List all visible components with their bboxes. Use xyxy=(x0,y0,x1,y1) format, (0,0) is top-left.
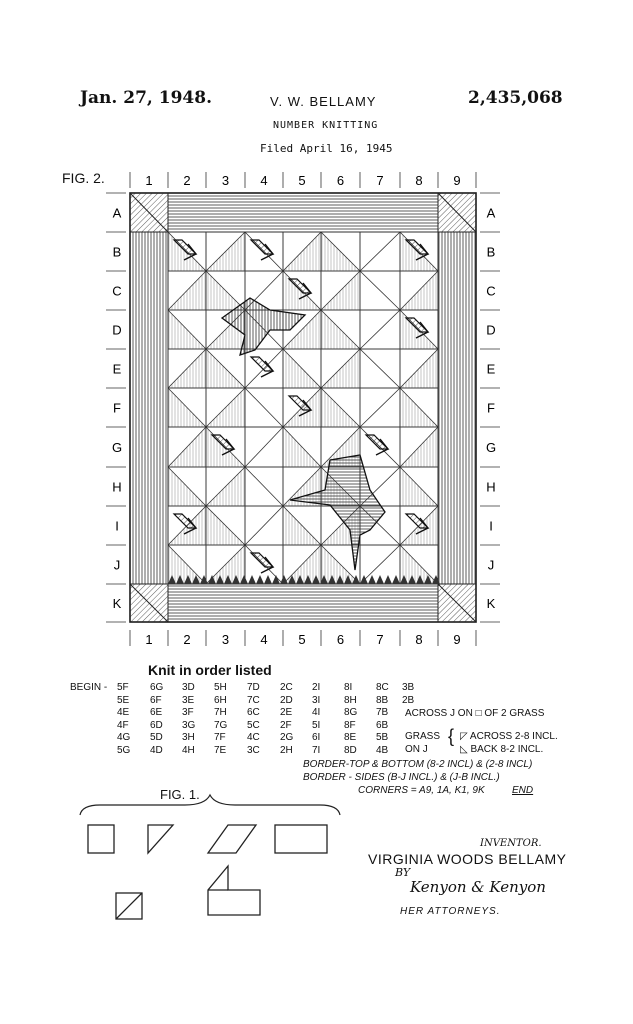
knit-step: 2H xyxy=(280,744,293,756)
knit-step: 7G xyxy=(214,719,228,731)
column-label-top: 3 xyxy=(221,173,230,188)
note-end: END xyxy=(512,785,534,796)
knit-step: 4E xyxy=(117,707,130,718)
row-label-left: G xyxy=(111,440,123,455)
attorney-signature: Kenyon & Kenyon xyxy=(410,878,546,896)
knit-step: 7D xyxy=(247,682,260,693)
knit-step: 7B xyxy=(376,707,389,718)
row-label-right: H xyxy=(486,479,496,495)
knit-step: 4G xyxy=(117,732,131,743)
knit-step: 4I xyxy=(312,707,321,718)
parallelogram-shape-icon xyxy=(208,825,256,853)
column-label-top: 7 xyxy=(376,173,384,188)
inventor-caption: INVENTOR. xyxy=(480,838,542,849)
fig1-label: FIG. 1. xyxy=(160,787,200,802)
knit-step: 6C xyxy=(247,707,260,718)
column-label-bottom: 8 xyxy=(415,632,423,647)
row-label-right: D xyxy=(486,322,496,338)
column-label-top: 5 xyxy=(298,173,306,188)
row-label-right: K xyxy=(486,596,496,611)
knit-step: 5B xyxy=(376,732,389,743)
note-across-j: ACROSS J ON □ OF 2 GRASS xyxy=(405,708,545,719)
patent-number: 2,435,068 xyxy=(468,88,563,108)
knit-step: 3C xyxy=(247,744,260,756)
note-on-j: ON J xyxy=(405,744,428,755)
knit-step: 8D xyxy=(344,744,357,756)
knit-step: 6H xyxy=(214,694,227,706)
row-label-left: J xyxy=(113,557,121,573)
row-label-right: I xyxy=(489,518,493,534)
column-label-top: 1 xyxy=(145,173,153,188)
column-label-top: 2 xyxy=(183,173,191,188)
note-grass: GRASS xyxy=(405,731,441,742)
by-label: BY xyxy=(395,866,411,879)
knit-step: 3D xyxy=(182,682,195,693)
row-label-right: E xyxy=(486,361,496,377)
knit-step: 2D xyxy=(280,694,293,706)
knit-step: 6G xyxy=(150,682,164,693)
square-shape-icon xyxy=(88,825,114,853)
knit-step: 5D xyxy=(150,732,163,743)
row-label-left: E xyxy=(112,361,122,377)
knit-step: 8I xyxy=(344,682,353,693)
row-label-left: D xyxy=(112,322,122,338)
knit-step: 3H xyxy=(182,732,195,743)
column-label-bottom: 2 xyxy=(183,632,191,647)
column-label-bottom: 6 xyxy=(336,632,345,647)
knit-step: 7F xyxy=(214,732,226,743)
column-label-top: 4 xyxy=(260,173,268,188)
attorneys-label: HER ATTORNEYS. xyxy=(400,906,501,917)
note-back-82-text: BACK 8-2 INCL. xyxy=(470,744,544,755)
knit-step: 5E xyxy=(117,694,130,706)
knit-step: 5G xyxy=(117,744,131,756)
column-label-bottom: 9 xyxy=(453,632,461,647)
row-label-right: G xyxy=(485,440,497,455)
knit-step: 4F xyxy=(117,719,129,731)
knit-step: 7I xyxy=(312,744,321,756)
knit-step: 6D xyxy=(150,719,163,731)
knit-step: 5C xyxy=(247,719,260,731)
knit-step: 8G xyxy=(344,707,358,718)
patent-title: NUMBER KNITTING xyxy=(273,120,379,131)
knit-step: 3I xyxy=(312,694,321,706)
triangle-shape-icon xyxy=(148,825,173,853)
row-label-left: I xyxy=(115,518,119,534)
triangle-up-icon: ◺ xyxy=(460,744,471,755)
knit-step: 4D xyxy=(150,744,163,756)
column-label-top: 6 xyxy=(336,173,345,188)
column-label-bottom: 3 xyxy=(221,632,230,647)
knit-step: 3E xyxy=(182,694,195,706)
filed-date: Filed April 16, 1945 xyxy=(260,142,393,155)
row-label-left: K xyxy=(112,596,122,611)
row-label-right: A xyxy=(486,205,496,221)
note-border-top-bottom: BORDER-TOP & BOTTOM (8-2 INCL) & (2-8 INCL) xyxy=(303,759,533,770)
knit-step: 4H xyxy=(182,744,195,756)
knit-step: 8E xyxy=(344,732,357,743)
column-label-bottom: 5 xyxy=(298,632,306,647)
knit-step: 5I xyxy=(312,719,321,731)
knit-step: 2G xyxy=(280,732,294,743)
row-label-left: A xyxy=(112,205,122,221)
knit-step: 8H xyxy=(344,694,357,706)
begin-label: BEGIN - xyxy=(70,682,108,693)
knit-step: 3B xyxy=(402,682,415,693)
row-label-left: F xyxy=(113,400,121,416)
row-label-right: F xyxy=(487,400,495,416)
column-label-top: 9 xyxy=(453,173,461,188)
column-label-bottom: 1 xyxy=(145,632,153,647)
knit-step: 3G xyxy=(182,719,196,731)
knit-step: 6I xyxy=(312,732,321,743)
triangle-down-icon: ◸ xyxy=(460,731,470,742)
knit-step: 4B xyxy=(376,744,389,756)
fig2-label: FIG. 2. xyxy=(62,170,105,186)
inventor-full-name: VIRGINIA WOODS BELLAMY xyxy=(368,851,567,867)
row-label-right: C xyxy=(486,283,496,299)
row-label-left: H xyxy=(112,479,122,495)
brace-glyph: { xyxy=(448,726,455,746)
patent-date: Jan. 27, 1948. xyxy=(80,88,212,108)
knit-step: 5F xyxy=(117,682,129,693)
note-corners: CORNERS = A9, 1A, K1, 9K xyxy=(358,785,485,796)
knit-step: 6B xyxy=(376,719,389,731)
knit-step: 8C xyxy=(376,682,389,693)
column-label-top: 8 xyxy=(415,173,423,188)
knit-step: 6E xyxy=(150,707,163,718)
column-label-bottom: 7 xyxy=(376,632,384,647)
knit-step: 2B xyxy=(402,694,415,706)
row-label-right: B xyxy=(486,244,496,260)
knit-step: 8B xyxy=(376,694,389,706)
knit-step: 7C xyxy=(247,694,260,706)
knit-step: 6F xyxy=(150,694,162,706)
rectangle-shape-icon xyxy=(275,825,327,853)
knit-step: 8F xyxy=(344,719,356,731)
knit-instructions-title: Knit in order listed xyxy=(148,662,272,678)
knit-step: 3F xyxy=(182,707,194,718)
column-label-bottom: 4 xyxy=(260,632,268,647)
knit-step: 2C xyxy=(280,682,293,693)
knit-step: 7H xyxy=(214,707,227,718)
row-label-left: B xyxy=(112,244,122,260)
knit-step: 2F xyxy=(280,719,292,731)
note-across-28-text: ACROSS 2-8 INCL. xyxy=(469,731,558,742)
knit-step: 2E xyxy=(280,707,293,718)
knit-step: 2I xyxy=(312,682,321,693)
inventor-header: V. W. BELLAMY xyxy=(270,94,377,109)
note-border-sides: BORDER - SIDES (B-J INCL.) & (J-B INCL.) xyxy=(303,772,500,783)
row-label-left: C xyxy=(112,283,122,299)
knit-step: 7E xyxy=(214,744,227,756)
knit-step: 5H xyxy=(214,682,227,693)
knit-step: 4C xyxy=(247,732,260,743)
row-label-right: J xyxy=(487,557,495,573)
fig1-brace xyxy=(80,795,340,815)
